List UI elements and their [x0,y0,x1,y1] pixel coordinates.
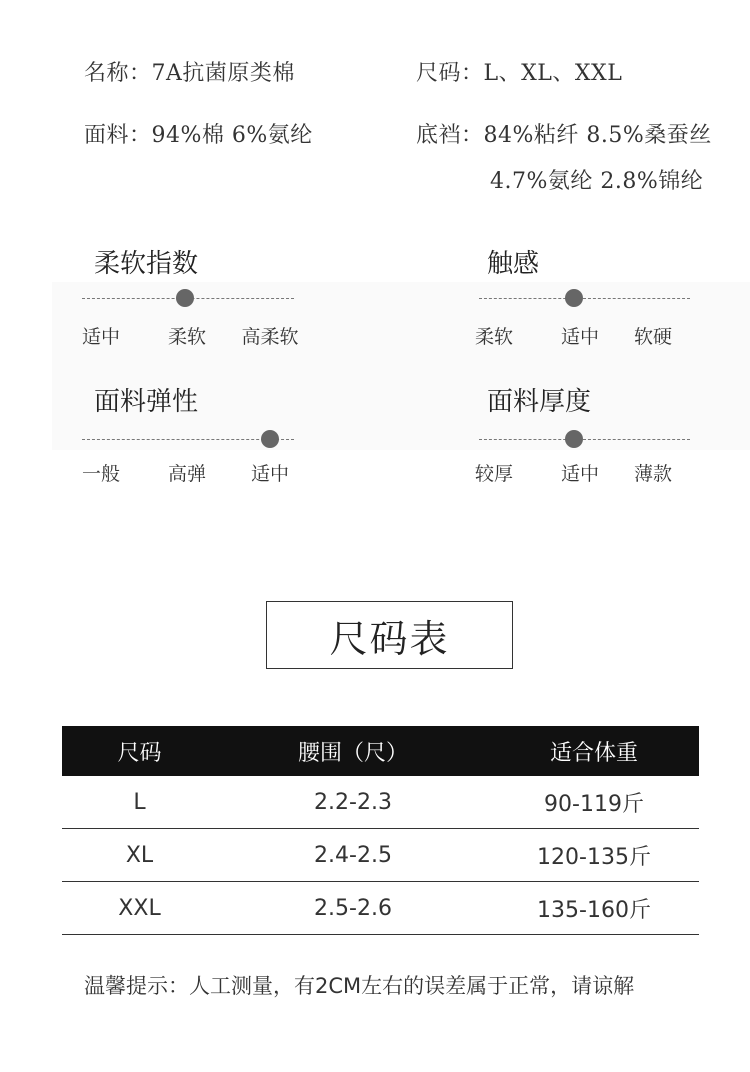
scale-label: 适中 [560,326,600,348]
header-cell-weight: 适合体重 [549,740,638,766]
scale-track-touch [479,298,690,299]
scale-dot-elasticity [261,430,279,448]
size-chart-title: 尺码表 [329,616,450,661]
measurement-tip: 温馨提示：人工测量，有2CM左右的误差属于正常，请谅解 [84,974,635,998]
table-row [62,829,699,882]
spec-crotch [416,118,712,149]
header-cell-waist: 腰围（尺） [297,740,408,766]
scale-label: 适中 [560,463,600,485]
table-cell: 135-160斤 [537,897,651,923]
size-chart-title-box [266,601,513,669]
spec-crotch-value2: 4.7%氨纶 2.8%锦纶 [490,169,704,194]
size-table-header [62,726,699,776]
spec-crotch-line2 [490,164,703,195]
scale-label: 高柔软 [241,326,299,348]
spec-size-label: 尺码： [416,61,484,86]
table-cell: 2.5-2.6 [314,895,392,921]
table-row [62,776,699,829]
scale-label: 适中 [81,326,121,348]
spec-size-value: L、XL、XXL [483,61,623,86]
spec-crotch-label: 底裆： [416,123,484,148]
scale-track-thickness [479,439,690,440]
scale-title-thickness: 面料厚度 [487,387,592,417]
spec-crotch-value: 84%粘纤 8.5%桑蚕丝 [483,123,712,148]
scale-label: 高弹 [167,463,207,485]
scale-label: 柔软 [167,326,207,348]
spec-name-value: 7A抗菌原类棉 [151,61,295,86]
table-cell: XXL [118,895,161,921]
scale-label: 软硬 [633,326,673,348]
scale-label: 薄款 [633,463,673,485]
table-cell: 90-119斤 [544,791,644,817]
scale-title-touch: 触感 [487,249,540,279]
size-table [62,726,699,935]
scale-label: 一般 [81,463,121,485]
table-cell: L [133,789,146,815]
scale-label: 适中 [250,463,290,485]
table-cell: 2.2-2.3 [314,789,392,815]
scale-label: 柔软 [474,326,514,348]
scale-dot-softness [176,289,194,307]
table-cell: 120-135斤 [537,844,651,870]
scale-dot-thickness [565,430,583,448]
table-cell: XL [125,842,154,868]
scale-label: 较厚 [474,463,514,485]
spec-name-label: 名称： [84,61,152,86]
spec-name [84,56,295,87]
spec-fabric-value: 94%棉 6%氨纶 [151,123,313,148]
table-row [62,882,699,935]
spec-fabric [84,118,313,149]
scales-background [52,282,750,450]
spec-fabric-label: 面料： [84,123,152,148]
scale-title-softness: 柔软指数 [94,249,199,279]
table-cell: 2.4-2.5 [314,842,392,868]
header-cell-size: 尺码 [117,740,162,766]
scale-dot-touch [565,289,583,307]
spec-size [416,56,622,87]
scale-title-elasticity: 面料弹性 [94,387,199,417]
